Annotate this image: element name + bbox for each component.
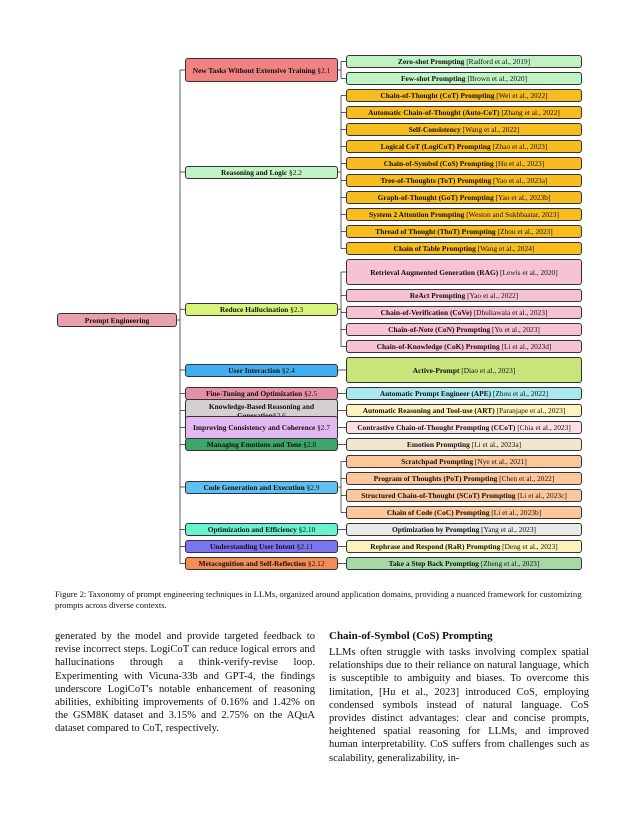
category-node-ref: §2.2 [287,167,302,177]
leaf-node-text [398,57,530,66]
leaf-node [346,421,582,434]
category-node-text [204,483,320,492]
category-node-ref: §2.10 [296,525,316,534]
category-node-text [206,389,317,398]
leaf-node-text [380,389,548,398]
leaf-node-title: Few-shot Prompting [400,74,466,83]
leaf-node-text [381,308,548,317]
category-node-title: Knowledge-Based Reasoning and [208,401,315,411]
category-node-title: Reduce Hallucination [219,304,289,314]
category-node [185,364,338,377]
leaf-node-text [407,440,521,449]
leaf-node-ref: [Zheng et al., 2023] [479,559,540,568]
category-node [185,557,338,570]
leaf-node-ref: [Weston and Sukhbaatar, 2023] [464,210,559,219]
leaf-node-title: Rephrase and Respond (RaR) Prompting [370,542,501,551]
leaf-node [346,191,582,204]
leaf-node [346,340,582,353]
category-node-title: User Interaction [228,365,280,375]
leaf-node-text [394,244,535,253]
leaf-node [346,55,582,68]
leaf-node-title: Active-Prompt [412,365,460,375]
leaf-node-ref: [Zhou et al., 2022] [491,389,549,398]
figure-caption: Figure 2: Taxonomy of prompt engineering techniques in LLMs, organized around application domains, providing a nuanced framework for customizing prompts across diverse contexts. [55,589,582,610]
leaf-node-ref: [Zhang et al., 2022] [499,108,560,117]
leaf-node-ref: [Radford et al., 2019] [464,57,531,66]
leaf-node-title: Logical CoT (LogiCoT) Prompting [380,142,491,151]
section-heading: Chain-of-Symbol (CoS) Prompting [329,630,493,642]
leaf-node-ref: [Zhou et al., 2023] [495,227,553,236]
leaf-node-text [381,176,548,185]
leaf-node-ref: [Chia et al., 2023] [515,423,571,432]
leaf-node-title: Emotion Prompting [406,440,470,449]
category-node-ref: §2.1 [315,65,331,75]
category-node-text [208,525,316,534]
category-node-text [193,423,330,432]
leaf-node-ref: [Li et al., 2023c] [515,491,567,500]
category-node-text [210,542,313,551]
leaf-node [346,106,582,119]
leaf-node-text [401,74,527,83]
category-node-title: Understanding User Intent [209,542,295,551]
leaf-node-text [387,508,541,517]
category-node-text [193,66,330,75]
category-node-ref: §2.3 [288,304,304,314]
leaf-node-ref: [Nye et al., 2021] [473,457,527,466]
left-column-text: generated by the model and provide targeted feedback to revise incorrect steps. LogiCoT can reduce logical errors and hallucinations through a think-verify-revise loop. Experimenting with Vicuna-33b and GPT-4, the findings underscore LogiCoT's notable enhancement of reasoning abilities, exhibiting improvements of 0.16% and 1.42% on the GSM8K dataset and 3.15% and 2.75% on the AQuA dataset compared to CoT, respectively. [55,631,315,735]
leaf-node-ref: [Hu et al., 2023] [493,159,545,168]
leaf-node-text [357,423,571,432]
leaf-node-text [384,159,544,168]
left-column [55,630,315,736]
leaf-node-text [369,210,559,219]
right-column [329,630,589,765]
leaf-node [346,489,582,502]
leaf-node [346,242,582,255]
leaf-node-title: Chain of Table Prompting [393,244,476,253]
leaf-node-ref: [Diao et al., 2023] [459,365,516,375]
leaf-node-title: Graph-of-Thought (GoT) Prompting [377,193,494,202]
leaf-node-text [409,125,520,134]
leaf-node-title: Optimization by Prompting [391,525,480,534]
leaf-node [346,72,582,85]
leaf-node-text [368,108,560,117]
leaf-node-title: Chain-of-Note (CoN) Prompting [388,325,491,334]
leaf-node-ref: [Lewis et al., 2020] [498,267,558,277]
leaf-node-title: Contrastive Chain-of-Thought Prompting (CCoT) [357,423,516,432]
leaf-node-title: Automatic Chain-of-Thought (Auto-CoT) [368,108,500,117]
category-node-ref: §2.7 [315,423,331,432]
leaf-node-ref: [Yao et al., 2023a] [491,176,548,185]
leaf-node [346,387,582,400]
category-node-ref: §2.8 [301,440,317,449]
leaf-node-text [392,525,536,534]
leaf-node-text [381,142,548,151]
leaf-node-title: Chain-of-Thought (CoT) Prompting [380,91,495,100]
leaf-node [346,472,582,485]
leaf-node-title: Program of Thoughts (PoT) Prompting [373,474,498,483]
leaf-node [346,289,582,302]
leaf-node-ref: [Yang et al., 2023] [479,525,537,534]
category-node-ref: §2.11 [294,542,314,551]
leaf-node [346,225,582,238]
leaf-node-text [389,559,540,568]
leaf-node [346,357,582,383]
leaf-node-title: Tree-of-Thoughts (ToT) Prompting [380,176,492,185]
category-node-ref: §2.12 [306,559,325,568]
leaf-node-text [410,291,519,300]
category-node-ref: §2.9 [304,482,320,492]
leaf-node [346,404,582,417]
leaf-node-ref: [Chen et al., 2022] [497,474,555,483]
category-node [185,416,338,440]
leaf-node-text [413,366,515,375]
category-node-text [228,366,295,375]
leaf-node-ref: [Zhao et al., 2023] [490,142,548,151]
leaf-node-ref: [Yao et al., 2022] [465,291,519,300]
category-node-title: Optimization and Efficiency [207,525,297,534]
category-node [185,166,338,179]
category-node [185,523,338,536]
leaf-node-title: Chain of Code (CoC) Prompting [386,508,490,517]
category-node-title: Code Generation and Execution [203,482,305,492]
leaf-node [346,174,582,187]
leaf-node-text [375,227,552,236]
leaf-node-text [361,491,567,500]
category-node-ref: §2.5 [302,389,318,398]
leaf-node [346,208,582,221]
category-node-title: Fine-Tuning and Optimization [205,389,303,398]
leaf-node [346,259,582,285]
leaf-node-ref: [Li et al., 2023b] [489,508,542,517]
leaf-node [346,89,582,102]
leaf-node-ref: [Wei et al., 2022] [494,91,548,100]
category-node-title: Reasoning and Logic [221,167,288,177]
leaf-node-text [370,542,558,551]
leaf-node-title: Scratchpad Prompting [401,457,474,466]
leaf-node-title: Chain-of-Knowledge (CoK) Prompting [376,342,500,351]
leaf-node [346,523,582,536]
category-node [185,481,338,494]
leaf-node-ref: [Brown et al., 2020] [465,74,528,83]
leaf-node-title: Retrieval Augmented Generation (RAG) [370,267,499,277]
leaf-node [346,455,582,468]
leaf-node-title: Take a Step Back Prompting [388,559,479,568]
category-node [185,58,338,82]
leaf-node-ref: [Deng et al., 2023] [500,542,558,551]
leaf-node-title: System 2 Attention Prompting [369,210,465,219]
leaf-node [346,123,582,136]
leaf-node-ref: [Li et al., 2023a] [469,440,522,449]
leaf-node-ref: [Paranjape et al., 2023] [494,406,566,415]
leaf-node-text [380,91,547,100]
category-node [185,438,338,451]
leaf-node [346,506,582,519]
leaf-node-text [374,474,555,483]
category-node-title: New Tasks Without Extensive Training [192,65,316,75]
leaf-node [346,323,582,336]
leaf-node-title: ReAct Prompting [409,291,466,300]
category-node [185,303,338,316]
leaf-node-title: Thread of Thought (ThoT) Prompting [375,227,496,236]
leaf-node-title: Chain-of-Verification (CoVe) [380,308,472,317]
category-node-text [220,305,303,314]
leaf-node-text [363,406,566,415]
leaf-node [346,306,582,319]
category-node-text [198,559,324,568]
leaf-node-text [377,342,552,351]
category-node-ref: §2.4 [280,365,295,375]
category-node-text [221,168,302,177]
category-node-text [207,440,316,449]
leaf-node-title: Zero-shot Prompting [397,57,465,66]
leaf-node-title: Chain-of-Symbol (CoS) Prompting [383,159,494,168]
leaf-node [346,438,582,451]
leaf-node-text [370,268,557,277]
leaf-node [346,540,582,553]
leaf-node-text [378,193,551,202]
leaf-node-ref: [Li et al., 2023d] [499,342,552,351]
leaf-node [346,140,582,153]
category-node [185,540,338,553]
leaf-node-ref: [Dhuliawala et al., 2023] [471,308,548,317]
leaf-node-ref: [Wang et al., 2022] [460,125,520,134]
category-node-title: Improving Consistency and Coherence [192,423,316,432]
leaf-node-title: Structured Chain-of-Thought (SCoT) Prompting [361,491,516,500]
leaf-node [346,557,582,570]
right-column-text: LLMs often struggle with tasks involving complex spatial relationships due to their reliance on natural language, which is susceptible to ambiguity and biases. To overcome this limitation, [Hu et al., 2023] introduced CoS, employing condensed symbols instead of natural language. CoS provides distinct advantages: clear and concise prompts, heightened spatial reasoning for LLMs, and improved human interpretability. CoS suffers from challenges such as scalability, generalizability, in- [329,647,589,764]
root-node [57,313,177,327]
category-node-title: Managing Emotions and Tone [206,440,302,449]
leaf-node-ref: [Yao et al., 2023b] [493,193,551,202]
category-node-title: Metacognition and Self-Reflection [198,559,307,568]
leaf-node-ref: [Wang et al., 2024] [475,244,535,253]
leaf-node-title: Automatic Reasoning and Tool-use (ART) [362,406,495,415]
leaf-node-title: Self-Consistency [408,125,461,134]
root-node-label: Prompt Engineering [84,315,150,325]
leaf-node [346,157,582,170]
leaf-node-text [401,457,527,466]
leaf-node-text [388,325,540,334]
leaf-node-ref: [Yu et al., 2023] [490,325,540,334]
leaf-node-title: Automatic Prompt Engineer (APE) [379,389,492,398]
